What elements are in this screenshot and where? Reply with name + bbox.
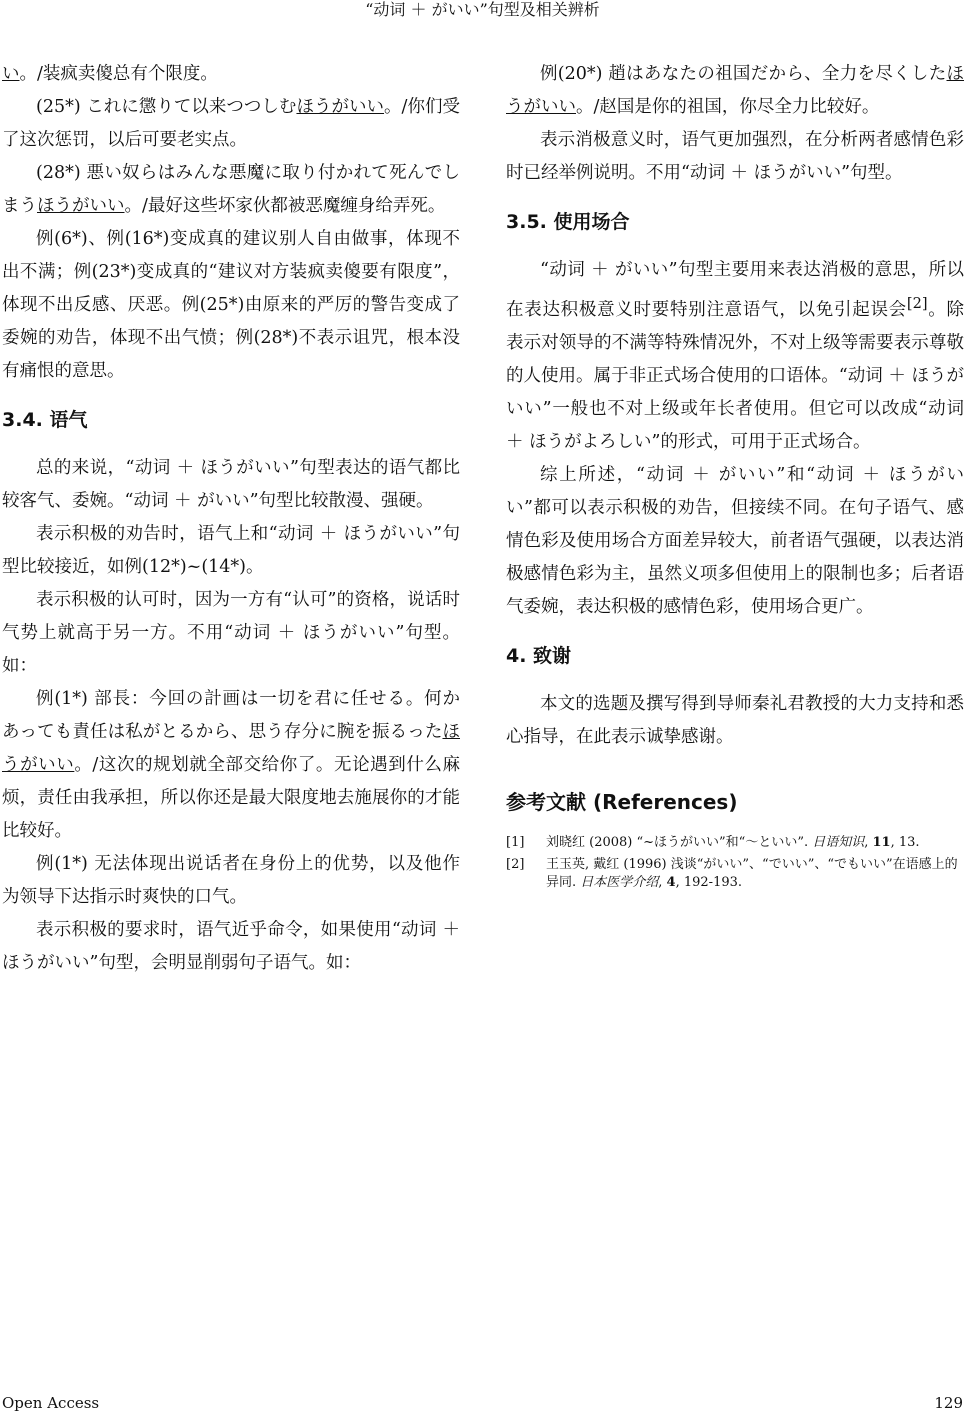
example-1: [2, 683, 460, 848]
text: 刘晓红 (2008) “~ほうがいい”和“～といい”.: [546, 834, 813, 850]
reference-number: [1]: [506, 834, 525, 850]
text: 。/最好这些坏家伙都被恶魔缠身给弄死。: [124, 196, 446, 216]
text: 。/你们受了这次惩罚，以后可要老实点。: [2, 97, 460, 150]
running-head: “动词 ＋ がいい”句型及相关辨析: [365, 0, 600, 19]
text: 例(20*) 趙はあなたの祖国だから、全力を尽くした: [540, 64, 947, 84]
example-20: [506, 58, 964, 124]
footer-open-access: Open Access: [2, 1394, 100, 1412]
paragraph: 例(6*)、例(16*)变成真的建议别人自由做事，体现不出不满；例(23*)变成真的“建议对方装疯卖傻要有限度”，体现不出反感、厌恶。例(25*)由原来的严厉的警告变成了委婉的劝告，体现不出气愤；例(28*)不表示诅咒，根本没有痛恨的意思。: [2, 229, 460, 381]
section-heading-3-5: 3.5. 使用场合: [506, 211, 630, 233]
reference-item: [506, 834, 964, 852]
text: ,: [658, 874, 667, 890]
paragraph: 表示积极的要求时，语气近乎命令，如果使用“动词 ＋ ほうがいい”句型，会明显削弱句子语气。如：: [2, 920, 460, 973]
underlined-text: ほうがいい: [296, 97, 385, 117]
section-heading-4: 4. 致谢: [506, 644, 572, 667]
left-column: [2, 58, 460, 980]
text: ,: [864, 834, 873, 850]
text: 。/这次的规划就全部交给你了。无论遇到什么麻烦，责任由我承担，所以你还是最大限度地去施展你的才能比较好。: [2, 755, 460, 841]
text: (25*) これに懲りて以来つつしむ: [36, 97, 297, 117]
text: 例(1*) 部長：今回の計画は一切を君に任せる。何かあっても責任は私がとるから、思う存分に腕を振るった: [2, 689, 460, 742]
paragraph: 表示积极的认可时，因为一方有“认可”的资格，说话时气势上就高于另一方。不用“动词 ＋ ほうがいい”句型。如：: [2, 590, 460, 676]
text: (28*) 悪い奴らはみんな悪魔に取り付かれて死んでしまう: [2, 163, 460, 216]
page-number: 129: [934, 1394, 963, 1412]
volume: 11: [872, 834, 891, 850]
journal-name: 日语知识: [812, 834, 865, 850]
reference-list: [506, 834, 964, 892]
example-28: [2, 157, 460, 223]
citation-link[interactable]: [2]: [906, 295, 928, 312]
paragraph: 表示积极的劝告时，语气上和“动词 ＋ ほうがいい”句型比较接近，如例(12*)~(14*)。: [2, 524, 460, 577]
text: 王玉英, 戴红 (1996) 浅谈“がいい”、“でいい”、“でもいい”在语感上的异同.: [546, 856, 958, 890]
underlined-text: ほうがいい: [37, 196, 125, 216]
paragraph: [506, 254, 964, 459]
example-25: [2, 91, 460, 157]
references-heading: 参考文献 (References): [506, 789, 738, 814]
paragraph: 表示消极意义时，语气更加强烈，在分析两者感情色彩时已经举例说明。不用“动词 ＋ ほうがいい”句型。: [506, 130, 964, 183]
paragraph: 综上所述，“动词 ＋ がいい”和“动词 ＋ ほうがいい”都可以表示积极的劝告，但接续不同。在句子语气、感情色彩及使用场合方面差异较大，前者语气强硬，以表达消极感情色彩为主，虽然义项多但使用上的限制也多；后者语气委婉，表达积极的感情色彩，使用场合更广。: [506, 464, 964, 617]
paragraph: 本文的选题及撰写得到导师秦礼君教授的大力支持和悉心指导，在此表示诚挚感谢。: [506, 693, 964, 747]
reference-text: [546, 834, 964, 852]
paragraph: 例(1*) 无法体现出说话者在身份上的优势，以及他作为领导下达指示时爽快的口气。: [2, 854, 460, 907]
text: 。/赵国是你的祖国，你尽全力比较好。: [576, 97, 880, 117]
text: 。/装疯卖傻总有个限度。: [19, 64, 218, 84]
reference-item: [506, 856, 964, 892]
text: 。除表示对领导的不满等特殊情况外，不对上级等需要表示尊敬的人使用。属于非正式场合使用的口语体。“动词 ＋ ほうがいい”一般也不对上级或年长者使用。但它可以改成“动词 ＋ ほうがよろしい”的形式，可用于正式场合。: [506, 299, 965, 452]
section-heading-3-4: 3.4. 语气: [2, 409, 88, 431]
underlined-text: ほうがいい: [2, 722, 460, 775]
paragraph: [2, 58, 460, 91]
volume: 4: [666, 874, 676, 890]
right-column: [506, 58, 964, 896]
reference-text: [546, 856, 964, 892]
text: , 192-193.: [675, 874, 743, 890]
underlined-text: ほうがいい: [506, 64, 964, 117]
reference-number: [2]: [506, 856, 525, 872]
text: , 13.: [890, 834, 920, 850]
paragraph: 总的来说，“动词 ＋ ほうがいい”句型表达的语气都比较客气、委婉。“动词 ＋ がいい”句型比较散漫、强硬。: [2, 458, 460, 511]
journal-name: 日本医学介绍: [580, 874, 659, 890]
text: “动词 ＋ がいい”句型主要用来表达消极的意思，所以在表达积极意义时要特别注意语气，以免引起误会: [506, 260, 964, 320]
underlined-text: い: [2, 64, 20, 84]
